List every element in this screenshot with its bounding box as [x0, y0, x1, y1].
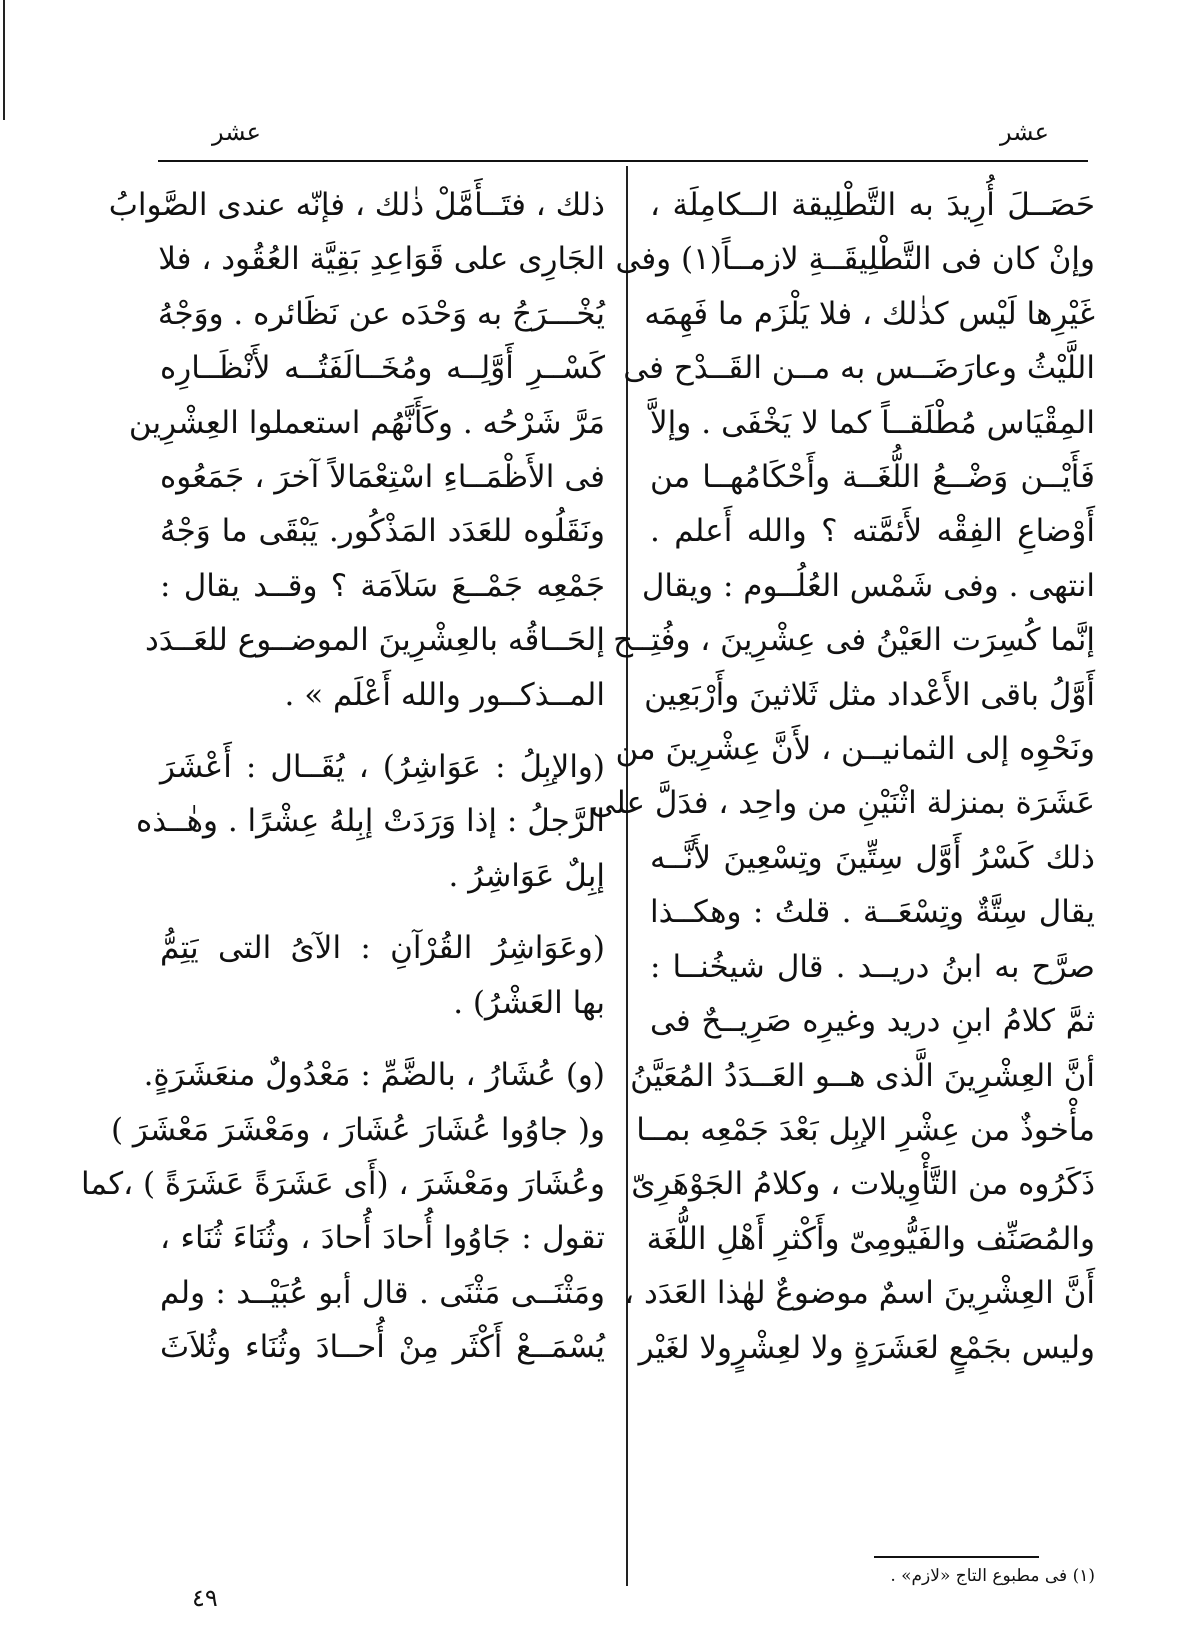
page-number: ٤٩ [192, 1584, 218, 1612]
text-line: جَمْعِه جَمْــعَ سَلاَمَة ؟ وقــد يقال : [160, 567, 605, 604]
text-line: بها العَشْرُ) . [453, 984, 605, 1021]
text-line: تقول : جَاوُوا أُحادَ أُحادَ ، وثُنَاءَ ثُنَاء ، [160, 1220, 605, 1257]
text-line: إنَّما كُسِرَت العَيْنُ فى عِشْرِينَ ، وفُتِــح [613, 622, 1095, 659]
text-line: ونَحْوِه إلى الثمانيــن ، لأَنَّ عِشْرِينَ من [615, 731, 1095, 768]
text-line: أنَّ العِشْرِينَ الَّذى هــو العَــدَدُ المُعَيَّنُ [630, 1057, 1095, 1094]
text-line: فَأَيْــن وَضْــعُ اللُّغَــة وأَحْكَامُهــا من [650, 459, 1095, 496]
text-line: اللَّيْثُ وعارَضَــس به مــن القَــدْح فى [623, 350, 1095, 387]
running-head-left: عشر [212, 118, 261, 146]
text-line: وليس بجَمْعٍ لعَشَرَةٍ ولا لعِشْرٍولا لغَيْر [638, 1329, 1095, 1366]
text-line: انتهى . وفى شَمْس العُلُــوم : ويقال [641, 567, 1095, 604]
header-rule [158, 160, 1088, 162]
text-line: ذلك كَسْرُ أَوَّل سِتِّينَ وتِسْعِينَ لأَنَّــه [650, 839, 1095, 876]
text-line: الجَارِى على قَوَاعِدِ بَقِيَّة العُقُود ، فلا [158, 241, 605, 278]
text-line: (و) عُشَارُ ، بالضَّمِّ : مَعْدُولٌ منعَشَرَةٍ. [143, 1057, 605, 1094]
text-line: أَوْضاعِ الفِقْه لأَئمَّته ؟ والله أَعلم . [650, 513, 1095, 550]
margin-line [3, 0, 5, 120]
text-line: الرَّجلُ : إذا وَرَدَتْ إبِلهُ عِشْرًا . وهٰــذه [135, 803, 605, 840]
text-line: فى الأَظْمَــاءِ اسْتِعْمَالاً آخرَ ، جَمَعُوه [160, 459, 605, 496]
paragraph-gap [160, 722, 605, 740]
text-line: (وعَوَاشِرُ القُرْآنِ : الآىُ التى يَتِمُّ [160, 930, 605, 967]
text-line: ثمَّ كلامُ ابنِ دريد وغيرِه صَرِيــحٌ فى [650, 1003, 1095, 1040]
text-line: يُخْـــرَجُ به وَحْدَه عن نَظَائره . ووَجْهُ [157, 295, 605, 332]
right-column [590, 178, 1095, 1375]
text-line: غَيْرِها لَيْس كذٰلك ، فلا يَلْزَم ما فَهِمَه [644, 295, 1095, 332]
text-line: حَصَــلَ أُرِيدَ به التَّطْلِيقة الــكامِلَة ، [650, 187, 1095, 223]
text-line: مَرَّ شَرْحُه . وكَأَنَّهُم استعملوا العِشْرِين [128, 404, 605, 441]
footnote: (١) فى مطبوع التاج «لازم» . [890, 1566, 1095, 1586]
running-head-right: عشر [1000, 118, 1049, 146]
text-line: كَسْــرِ أَوَّلِــه ومُخَــالَفَتُــه لأَنْظَــارِه [160, 350, 605, 387]
text-line: أَوَّلُ باقى الأَعْداد مثل ثَلاثينَ وأَرْبَعِين [644, 676, 1095, 713]
text-line: المِقْيَاس مُطْلَقــاً كما لا يَخْفَى . وإلاَّ [650, 404, 1095, 441]
text-line: المــذكــور والله أَعْلَم » . [284, 676, 605, 713]
text-line: والمُصَنِّف والفَيُّومِىّ وأَكْثرِ أَهْلِ اللُّغَة [646, 1220, 1095, 1257]
text-line: يُسْمَــعْ أَكْثَر مِنْ أُحــادَ وثُنَاء وثُلاَثَ [160, 1329, 605, 1366]
text-line: و( جاوُوا عُشَارَ عُشَارَ ، ومَعْشَرَ مَعْشَرَ ) [110, 1111, 605, 1148]
text-line: مأْخوذٌ من عِشْرِ الإبِل بَعْدَ جَمْعِه بمــا [636, 1111, 1095, 1148]
text-line: وعُشَارَ ومَعْشَرَ ، (أَى عَشَرَةً عَشَرَةً ) ،كما [80, 1165, 605, 1202]
text-line: (والإبِلُ : عَوَاشِرُ) ، يُقَــال : أَعْشَرَ [160, 749, 605, 786]
text-line: إلحَــاقُه بالعِشْرِينَ الموضــوع للعَــدَد [144, 622, 605, 659]
text-line: ذَكَرُوه من التَّأْوِيلات ، وكلامُ الجَوْهَرِىّ [631, 1166, 1095, 1203]
text-line: أَنَّ العِشْرِينَ اسمٌ موضوعٌ لهٰذا العَدَد ، [624, 1275, 1095, 1312]
text-line: صرَّح به ابنُ دريــد . قال شيخُنــا : [650, 948, 1095, 985]
paragraph-gap [160, 903, 605, 921]
text-line: إبِلٌ عَوَاشِرُ . [448, 857, 605, 894]
text-line: ذلك ، فتَــأَمَّلْ ذٰلك ، فإنّه عندى الصَّوابُ [108, 187, 605, 223]
text-line: عَشَرَة بمنزلة اثْنَيْنِ من واحِد ، فدَلَّ على [590, 785, 1095, 822]
text-line: ومَثْنَــى مَثْنَى . قال أبو عُبَيْــد : ولم [160, 1274, 605, 1311]
footnote-rule [874, 1556, 1039, 1558]
paragraph-gap [160, 1030, 605, 1048]
left-column [80, 178, 605, 1375]
text-line: وإنْ كان فى التَّطْلِيقَــةِ لازمــاً(١) وفى [615, 241, 1095, 278]
text-line: ونَقَلُوه للعَدَد المَذْكُور. يَبْقَى ما وَجْهُ [160, 513, 605, 550]
text-line: يقال سِتَّةٌ وتِسْعَــة . قلتُ : وهكــذا [650, 894, 1095, 931]
